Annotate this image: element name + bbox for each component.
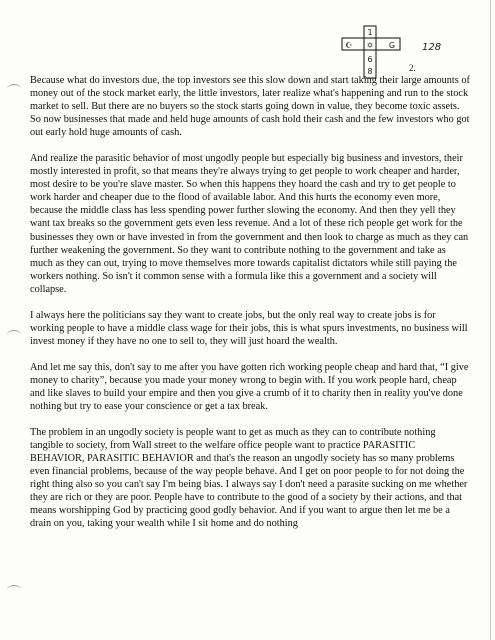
punch-hole-mark — [7, 330, 21, 340]
logo-glyph: 6 — [367, 55, 373, 64]
paragraph: I always here the politicians say they want to create jobs, but the only real way to create jobs is for working people to have a middle class wage for their jobs, this is what spurs investments, no business will invest money if they have no one to sell to, they will just hoard the wealth. — [30, 309, 468, 347]
logo-glyph: ☪ — [345, 41, 353, 50]
logo-glyph: 1 — [367, 28, 373, 37]
handwritten-note: 128 — [422, 42, 442, 53]
paragraph: Because what do investors due, the top investors see this slow down and start taking their large amounts of money out of the stock market early, the little investors, later realize what's happening and run to the stock market to sell. But there are no buyers so the stock starts going down in value, they become toxic assets. So now businesses that made and held huge amounts of cash hold their cash and the few investors who got out early hold huge amounts of cash. — [30, 75, 470, 139]
paragraph: And realize the parasitic behavior of most ungodly people but especially big business and investors, their mostly interested in profit, so that means they're always trying to get people to work cheaper and harder, most desire to be you're slave master. So when this happens they hoard the cash and try to get people to work harder and cheaper due to the flood of available labor. And this hurts the economy even more, because the middle class has less spending power further slowing the economy. And then they yell they want tax breaks so the government gets even less revenue. And a lot of these rich people get work for the businesses they own or have invested in from the government and then look to charge as much as they can further weakening the government. So they want to contribute nothing to the government and take as much as they can out, trying to move themselves more towards capitalist dictators while still paying the workers nothing. So isn't it common sense with a formula like this a government and a society will collapse. — [30, 153, 469, 295]
punch-hole-mark — [7, 585, 21, 595]
paragraph: And let me say this, don't say to me after you have gotten rich working people cheap and hard that, “I give money to charity”, because you made your money wrong to begin with. If you work people hard, cheap and like slaves to build your empire and then you give a crumb of it to charity then in reality you've done nothing but try to ease your conscience or get a tax break. — [30, 361, 469, 413]
body-text — [30, 74, 470, 543]
punch-hole-mark — [7, 84, 21, 94]
logo-glyph: G — [388, 41, 396, 50]
paragraph: The problem in an ungodly society is people want to get as much as they can to contribute nothing tangible to society, from Wall street to the welfare office people want to practice PARASITIC BEHAVIOR, PARASITIC BEHAVIOR and that's the reason an ungodly society has so many problems even financial problems, because of the way people behave. And I get on poor people to for not doing the right thing also so you can't say I'm being bias. I always say I don't need a parasite sucking on me whether they are rich or they are poor. People have to contribute to the good of a society by their actions, and that means worshipping God by practicing good godly behavior. And if you want to argue then let me be a drain on you, taking your wealth while I sit home and do nothing — [30, 427, 468, 530]
page-number: 2. — [409, 63, 416, 73]
page-edge-line — [490, 0, 491, 640]
logo-glyph: ✡ — [366, 41, 374, 50]
cross-emblem-logo — [340, 24, 408, 80]
logo-glyph: 8 — [367, 67, 373, 76]
